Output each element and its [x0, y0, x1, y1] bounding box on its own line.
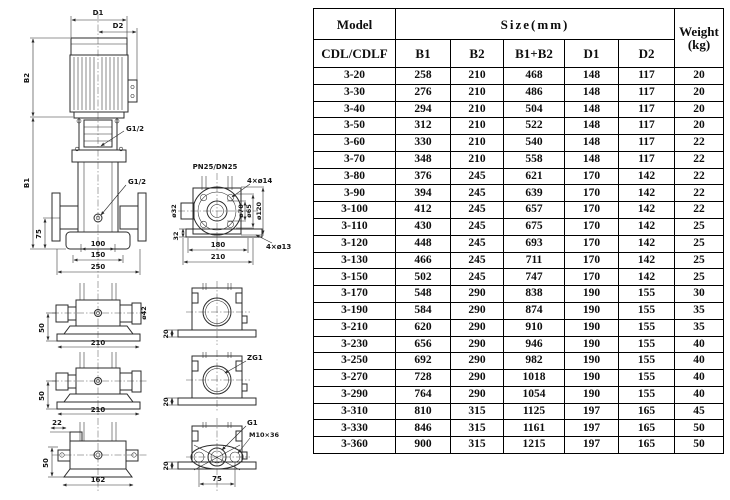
model-cell: 3-30: [314, 84, 396, 101]
value-cell: 692: [396, 353, 451, 370]
table-row: [314, 319, 724, 336]
header-d1: D1: [565, 40, 619, 68]
value-cell: 170: [565, 185, 619, 202]
table-row: [314, 370, 724, 387]
value-cell: 148: [565, 118, 619, 135]
table-row: [314, 68, 724, 85]
value-cell: 315: [451, 437, 504, 454]
value-cell: 20: [675, 84, 724, 101]
label-g1: G1: [247, 419, 258, 427]
table-row: [314, 403, 724, 420]
value-cell: 170: [565, 269, 619, 286]
value-cell: 620: [396, 319, 451, 336]
label-dia70: ø70: [237, 204, 245, 218]
table-row: [314, 252, 724, 269]
value-cell: 197: [565, 420, 619, 437]
label-20-a: 20: [162, 329, 170, 339]
value-cell: 20: [675, 68, 724, 85]
value-cell: 117: [619, 84, 675, 101]
value-cell: 190: [565, 370, 619, 387]
model-cell: 3-310: [314, 403, 396, 420]
value-cell: 540: [504, 135, 565, 152]
table-row: [314, 118, 724, 135]
value-cell: 258: [396, 68, 451, 85]
value-cell: 448: [396, 235, 451, 252]
label-g12-port: G1/2: [128, 178, 147, 186]
value-cell: 148: [565, 135, 619, 152]
value-cell: 25: [675, 235, 724, 252]
value-cell: 276: [396, 84, 451, 101]
value-cell: 210: [451, 68, 504, 85]
table-row: [314, 302, 724, 319]
value-cell: 910: [504, 319, 565, 336]
value-cell: 40: [675, 370, 724, 387]
table-row: [314, 135, 724, 152]
table-row: [314, 235, 724, 252]
label-b2: B2: [23, 72, 31, 84]
base-front-view-a: [38, 281, 148, 348]
value-cell: 170: [565, 202, 619, 219]
value-cell: 621: [504, 168, 565, 185]
model-cell: 3-270: [314, 370, 396, 387]
model-cell: 3-250: [314, 353, 396, 370]
value-cell: 142: [619, 252, 675, 269]
value-cell: 1161: [504, 420, 565, 437]
value-cell: 210: [451, 118, 504, 135]
value-cell: 142: [619, 185, 675, 202]
value-cell: 584: [396, 302, 451, 319]
model-cell: 3-210: [314, 319, 396, 336]
flange-top-view: [170, 163, 291, 265]
value-cell: 142: [619, 219, 675, 236]
value-cell: 117: [619, 118, 675, 135]
value-cell: 117: [619, 135, 675, 152]
label-4xd13: 4×ø13: [266, 243, 292, 251]
port-side-view-a: [162, 281, 256, 345]
table-row: [314, 286, 724, 303]
value-cell: 190: [565, 353, 619, 370]
value-cell: 693: [504, 235, 565, 252]
motor-body: [70, 55, 128, 112]
table-row: [314, 386, 724, 403]
value-cell: 1215: [504, 437, 565, 454]
value-cell: 466: [396, 252, 451, 269]
value-cell: 117: [619, 101, 675, 118]
model-cell: 3-170: [314, 286, 396, 303]
model-cell: 3-190: [314, 302, 396, 319]
dimension-table: [313, 8, 724, 454]
label-75: 75: [35, 229, 43, 239]
value-cell: 348: [396, 151, 451, 168]
label-75-bottom: 75: [212, 475, 222, 483]
model-cell: 3-230: [314, 336, 396, 353]
label-100: 100: [90, 240, 106, 248]
value-cell: 170: [565, 219, 619, 236]
label-zg1: ZG1: [247, 354, 263, 362]
header-size-group: Size(mm): [396, 9, 675, 40]
table-row: [314, 101, 724, 118]
value-cell: 155: [619, 336, 675, 353]
table-body: [314, 68, 724, 454]
value-cell: 486: [504, 84, 565, 101]
value-cell: 245: [451, 235, 504, 252]
header-d2: D2: [619, 40, 675, 68]
value-cell: 40: [675, 386, 724, 403]
technical-drawing: [0, 0, 310, 500]
value-cell: 197: [565, 403, 619, 420]
value-cell: 747: [504, 269, 565, 286]
value-cell: 245: [451, 252, 504, 269]
label-g12-coupling: G1/2: [126, 125, 145, 133]
value-cell: 290: [451, 336, 504, 353]
model-cell: 3-360: [314, 437, 396, 454]
value-cell: 148: [565, 101, 619, 118]
value-cell: 657: [504, 202, 565, 219]
value-cell: 142: [619, 235, 675, 252]
value-cell: 639: [504, 185, 565, 202]
value-cell: 290: [451, 286, 504, 303]
table-row: [314, 185, 724, 202]
value-cell: 142: [619, 168, 675, 185]
model-cell: 3-100: [314, 202, 396, 219]
value-cell: 22: [675, 151, 724, 168]
value-cell: 190: [565, 336, 619, 353]
value-cell: 35: [675, 302, 724, 319]
model-cell: 3-110: [314, 219, 396, 236]
value-cell: 170: [565, 252, 619, 269]
label-210-a: 210: [90, 339, 106, 347]
value-cell: 728: [396, 370, 451, 387]
value-cell: 656: [396, 336, 451, 353]
label-20-c: 20: [162, 461, 170, 471]
label-22: 22: [52, 419, 62, 427]
table-row: [314, 353, 724, 370]
suction-flange: [52, 193, 78, 241]
model-cell: 3-60: [314, 135, 396, 152]
value-cell: 148: [565, 68, 619, 85]
value-cell: 245: [451, 269, 504, 286]
junction-box: [128, 80, 137, 102]
value-cell: 22: [675, 202, 724, 219]
value-cell: 142: [619, 269, 675, 286]
value-cell: 45: [675, 403, 724, 420]
discharge-flange: [120, 193, 146, 241]
table-row: [314, 336, 724, 353]
label-m10x36: M10×36: [249, 431, 280, 439]
label-d2: D2: [112, 22, 124, 30]
value-cell: 165: [619, 403, 675, 420]
label-50-a: 50: [38, 323, 46, 333]
value-cell: 874: [504, 302, 565, 319]
label-4xd14: 4×ø14: [247, 177, 273, 185]
value-cell: 25: [675, 269, 724, 286]
value-cell: 245: [451, 219, 504, 236]
value-cell: 22: [675, 168, 724, 185]
model-cell: 3-290: [314, 386, 396, 403]
value-cell: 946: [504, 336, 565, 353]
model-cell: 3-330: [314, 420, 396, 437]
value-cell: 50: [675, 437, 724, 454]
label-150: 150: [90, 251, 106, 259]
label-dia32: ø32: [170, 204, 178, 218]
port-side-view-b: [162, 350, 263, 412]
header-model: Model: [314, 9, 396, 40]
header-weight: [675, 9, 724, 68]
header-b2: B2: [451, 40, 504, 68]
value-cell: 711: [504, 252, 565, 269]
model-cell: 3-70: [314, 151, 396, 168]
pump-head-flange: [72, 150, 126, 162]
model-cell: 3-50: [314, 118, 396, 135]
value-cell: 245: [451, 185, 504, 202]
header-b1b2: B1+B2: [504, 40, 565, 68]
label-210-b: 210: [90, 406, 106, 414]
value-cell: 315: [451, 403, 504, 420]
value-cell: 155: [619, 386, 675, 403]
model-cell: 3-20: [314, 68, 396, 85]
value-cell: 20: [675, 101, 724, 118]
value-cell: 210: [451, 135, 504, 152]
label-180: 180: [210, 241, 226, 249]
table-row: [314, 168, 724, 185]
value-cell: 468: [504, 68, 565, 85]
value-cell: 290: [451, 302, 504, 319]
model-cell: 3-150: [314, 269, 396, 286]
header-weight-line1: Weight: [679, 24, 719, 39]
table-row: [314, 420, 724, 437]
value-cell: 155: [619, 319, 675, 336]
value-cell: 22: [675, 135, 724, 152]
value-cell: 148: [565, 84, 619, 101]
table-row: [314, 437, 724, 454]
table-row: [314, 84, 724, 101]
port-bottom-view: [162, 418, 279, 492]
table-row: [314, 151, 724, 168]
value-cell: 675: [504, 219, 565, 236]
value-cell: 155: [619, 286, 675, 303]
value-cell: 155: [619, 370, 675, 387]
value-cell: 155: [619, 302, 675, 319]
value-cell: 330: [396, 135, 451, 152]
value-cell: 290: [451, 386, 504, 403]
table-row: [314, 269, 724, 286]
motor-top-cap: [71, 38, 127, 55]
flange-base-plate: [186, 229, 262, 237]
label-50-c: 50: [42, 458, 50, 468]
value-cell: 290: [451, 353, 504, 370]
value-cell: 210: [451, 151, 504, 168]
motor-flange: [74, 112, 124, 118]
value-cell: 312: [396, 118, 451, 135]
value-cell: 142: [619, 202, 675, 219]
model-cell: 3-130: [314, 252, 396, 269]
value-cell: 40: [675, 336, 724, 353]
value-cell: 838: [504, 286, 565, 303]
model-cell: 3-120: [314, 235, 396, 252]
value-cell: 504: [504, 101, 565, 118]
value-cell: 315: [451, 420, 504, 437]
label-dia42: ø42: [140, 306, 148, 320]
value-cell: 165: [619, 420, 675, 437]
value-cell: 170: [565, 168, 619, 185]
value-cell: 846: [396, 420, 451, 437]
label-dia65: ø65: [245, 204, 253, 218]
header-b1: B1: [396, 40, 451, 68]
value-cell: 522: [504, 118, 565, 135]
value-cell: 900: [396, 437, 451, 454]
value-cell: 982: [504, 353, 565, 370]
value-cell: 290: [451, 319, 504, 336]
dimension-table-panel: [313, 8, 724, 454]
value-cell: 294: [396, 101, 451, 118]
value-cell: 430: [396, 219, 451, 236]
value-cell: 190: [565, 286, 619, 303]
value-cell: 764: [396, 386, 451, 403]
value-cell: 1054: [504, 386, 565, 403]
value-cell: 210: [451, 84, 504, 101]
label-162: 162: [90, 476, 106, 484]
value-cell: 165: [619, 437, 675, 454]
table-row: [314, 202, 724, 219]
header-model-sub: CDL/CDLF: [314, 40, 396, 68]
value-cell: 197: [565, 437, 619, 454]
value-cell: 22: [675, 185, 724, 202]
value-cell: 210: [451, 101, 504, 118]
value-cell: 548: [396, 286, 451, 303]
value-cell: 1018: [504, 370, 565, 387]
value-cell: 245: [451, 168, 504, 185]
value-cell: 1125: [504, 403, 565, 420]
value-cell: 40: [675, 353, 724, 370]
value-cell: 245: [451, 202, 504, 219]
header-weight-line2: (kg): [687, 37, 711, 52]
value-cell: 412: [396, 202, 451, 219]
value-cell: 20: [675, 118, 724, 135]
value-cell: 50: [675, 420, 724, 437]
value-cell: 155: [619, 353, 675, 370]
value-cell: 148: [565, 151, 619, 168]
label-d1: D1: [92, 9, 104, 17]
label-pn25-dn25: PN25/DN25: [192, 163, 238, 171]
value-cell: 810: [396, 403, 451, 420]
coupling-section: [77, 118, 119, 150]
table-row: [314, 219, 724, 236]
value-cell: 35: [675, 319, 724, 336]
model-cell: 3-40: [314, 101, 396, 118]
value-cell: 30: [675, 286, 724, 303]
value-cell: 558: [504, 151, 565, 168]
base-front-view-c: [42, 418, 148, 492]
label-210-flange: 210: [210, 253, 226, 261]
pump-front-view: [23, 9, 146, 278]
value-cell: 290: [451, 370, 504, 387]
value-cell: 190: [565, 319, 619, 336]
value-cell: 190: [565, 386, 619, 403]
label-20-b: 20: [162, 397, 170, 407]
model-cell: 3-80: [314, 168, 396, 185]
value-cell: 25: [675, 219, 724, 236]
value-cell: 394: [396, 185, 451, 202]
value-cell: 376: [396, 168, 451, 185]
value-cell: 190: [565, 302, 619, 319]
value-cell: 502: [396, 269, 451, 286]
value-cell: 170: [565, 235, 619, 252]
label-50-b: 50: [38, 391, 46, 401]
label-dia120: ø120: [255, 201, 263, 221]
value-cell: 25: [675, 252, 724, 269]
label-250: 250: [90, 263, 106, 271]
label-32: 32: [172, 231, 180, 241]
base-front-view-b: [38, 350, 148, 415]
label-b1: B1: [23, 177, 31, 189]
value-cell: 117: [619, 68, 675, 85]
value-cell: 117: [619, 151, 675, 168]
model-cell: 3-90: [314, 185, 396, 202]
